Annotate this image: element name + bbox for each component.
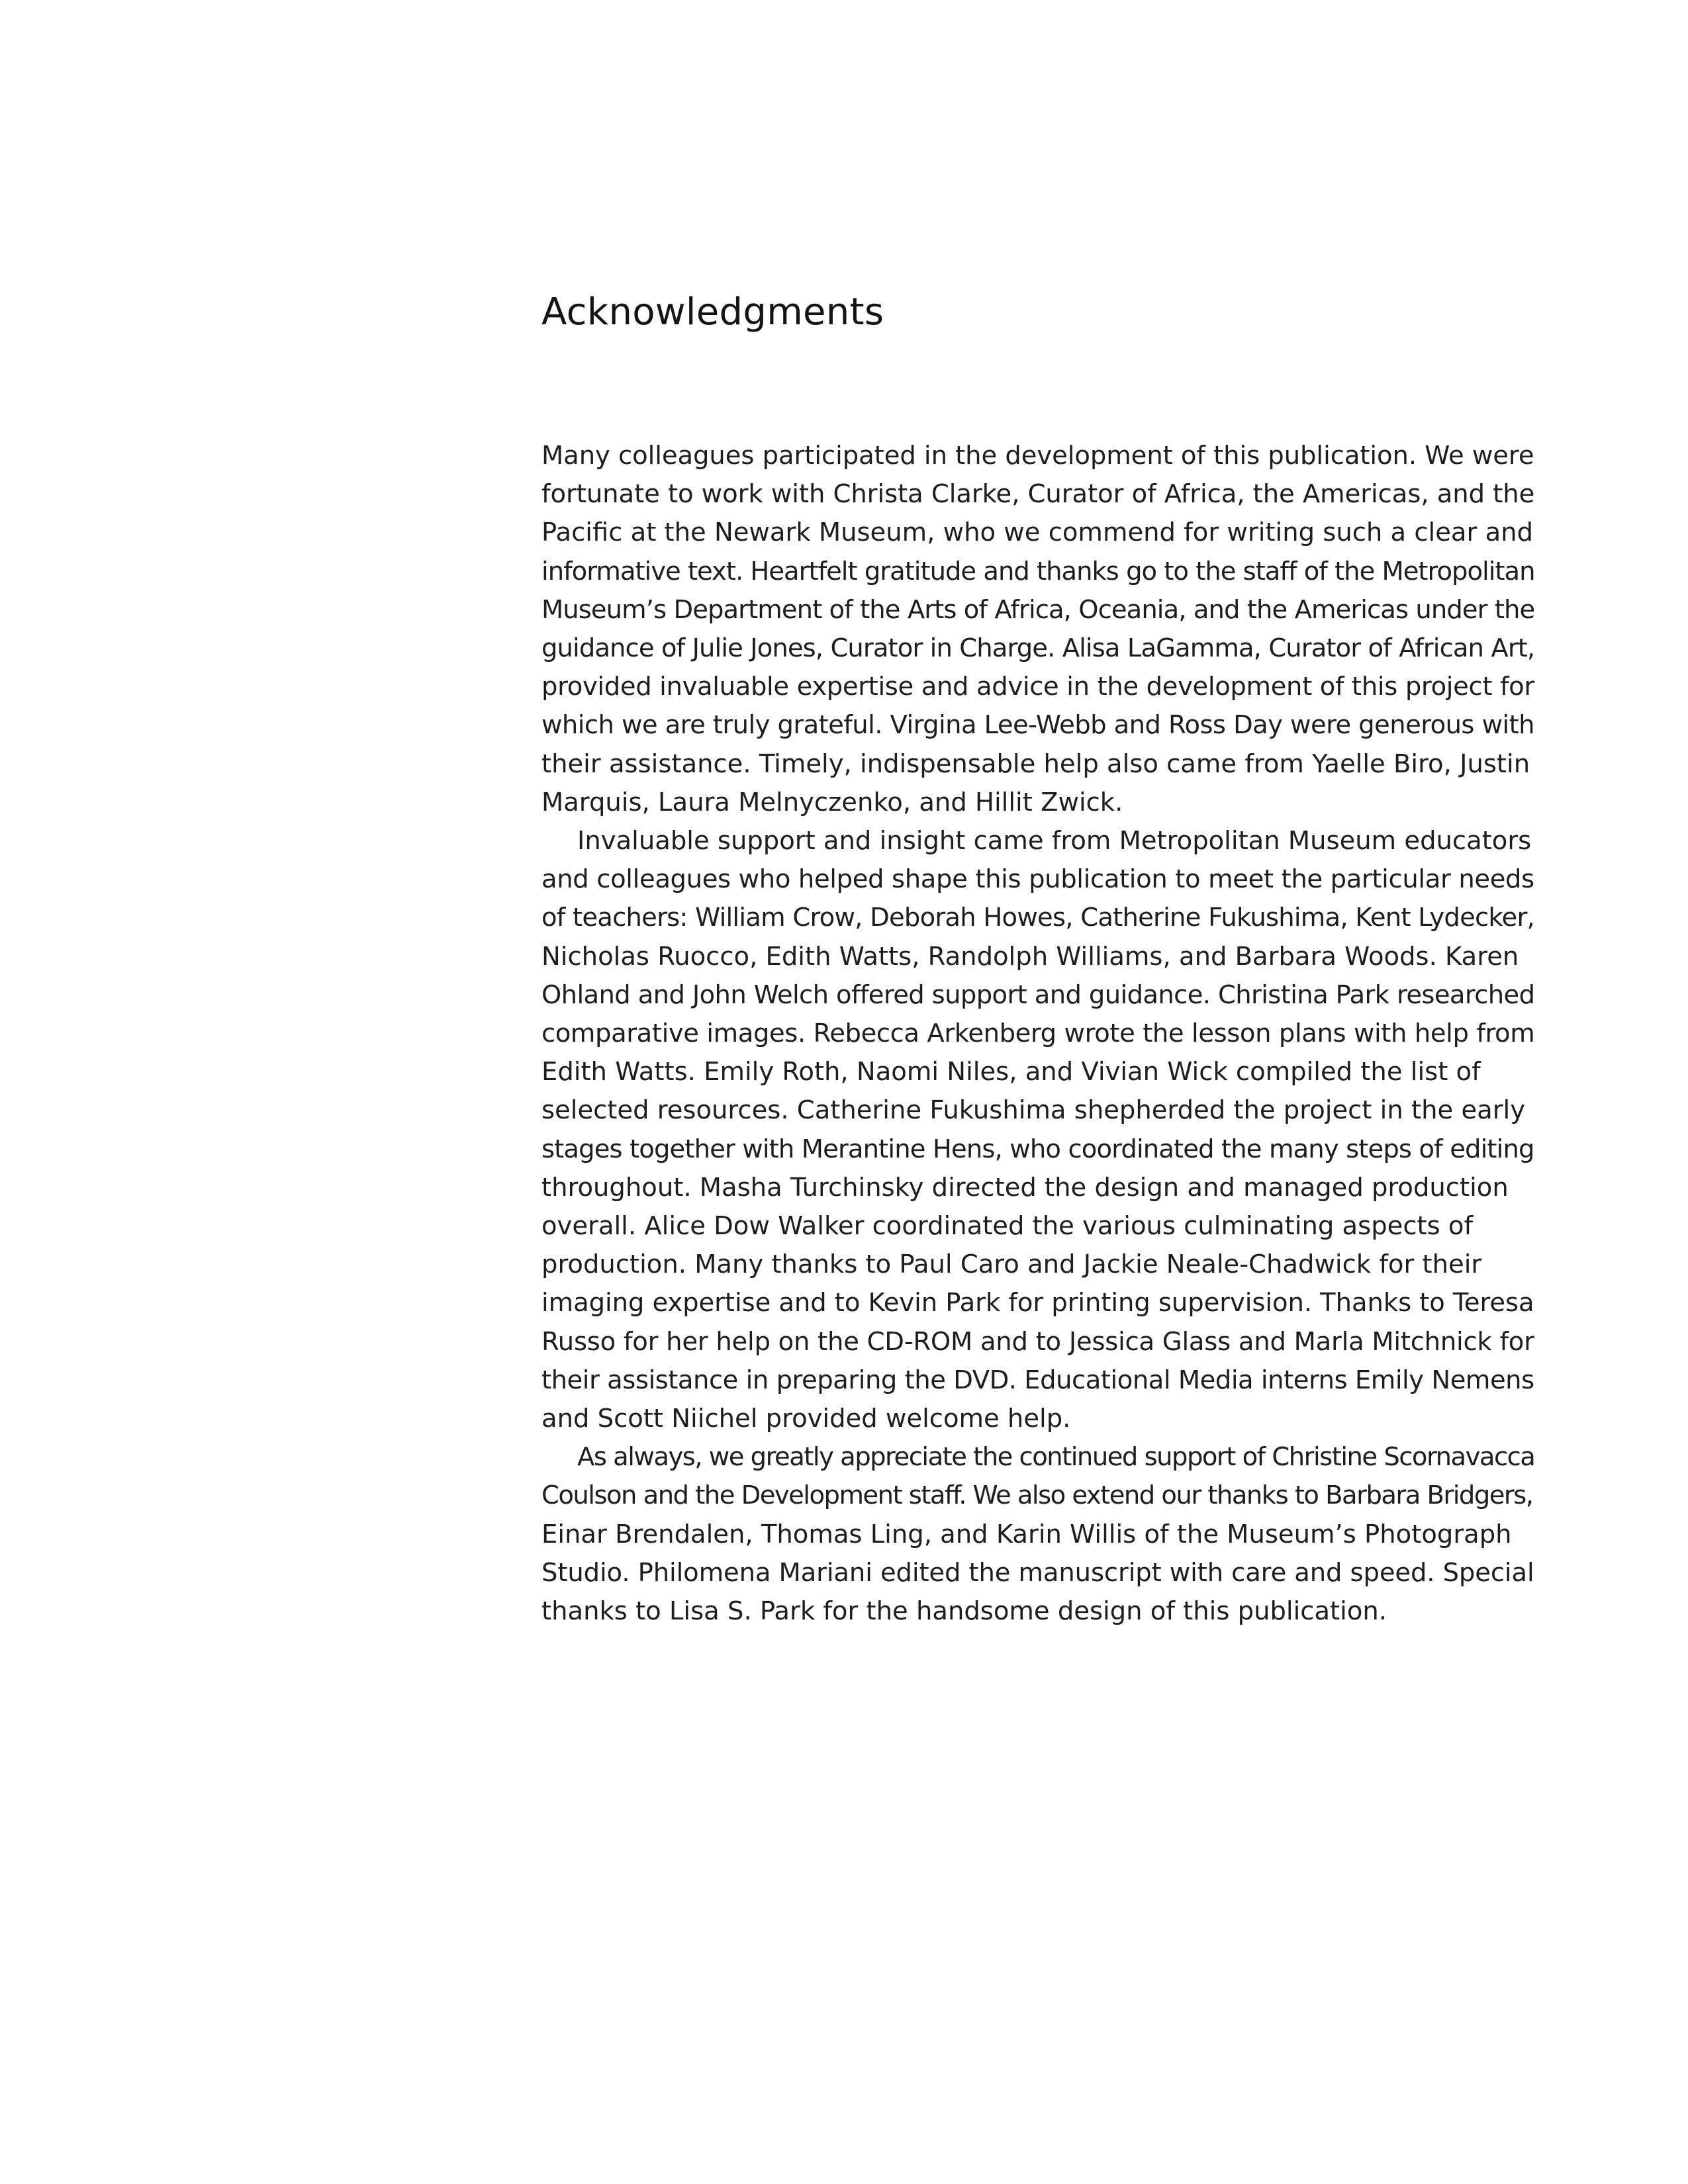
text-line: comparative images. Rebecca Arkenberg wrote the lesson plans with help from: [541, 1019, 1535, 1049]
text-line: Pacific at the Newark Museum, who we commend for writing such a clear and: [541, 518, 1534, 548]
text-line: thanks to Lisa S. Park for the handsome design of this publication.: [541, 1596, 1387, 1627]
text-line: their assistance. Timely, indispensable help also came from Yaelle Biro, Justin: [541, 749, 1530, 779]
acknowledgments-body: [541, 437, 1535, 1631]
text-line: which we are truly grateful. Virgina Lee-Webb and Ross Day were generous with: [541, 710, 1534, 741]
text-line: imaging expertise and to Kevin Park for printing supervision. Thanks to Teresa: [541, 1288, 1534, 1318]
text-line: Einar Brendalen, Thomas Ling, and Karin Willis of the Museum’s Photograph: [541, 1519, 1512, 1549]
text-line: throughout. Masha Turchinsky directed the design and managed production: [541, 1172, 1509, 1203]
text-line: Ohland and John Welch offered support and guidance. Christina Park researched: [541, 979, 1535, 1010]
text-line: their assistance in preparing the DVD. Educational Media interns Emily Nemens: [541, 1365, 1534, 1395]
text-line: and Scott Niichel provided welcome help.: [541, 1404, 1071, 1434]
text-line: Coulson and the Development staff. We also extend our thanks to Barbara Bridgers,: [541, 1480, 1533, 1511]
text-line: Many colleagues participated in the development of this publication. We were: [541, 441, 1534, 471]
paragraph-first-line: As always, we greatly appreciate the continued support of Christine Scornavacca: [577, 1442, 1535, 1473]
text-line: Studio. Philomena Mariani edited the manuscript with care and speed. Special: [541, 1557, 1534, 1588]
text-line: overall. Alice Dow Walker coordinated the various culminating aspects of: [541, 1211, 1473, 1242]
text-line: informative text. Heartfelt gratitude and thanks go to the staff of the Metropolitan: [541, 556, 1535, 586]
text-line: fortunate to work with Christa Clarke, Curator of Africa, the Americas, and the: [541, 479, 1535, 510]
page-title: Acknowledgments: [541, 291, 884, 334]
text-line: stages together with Merantine Hens, who coordinated the many steps of editing: [541, 1134, 1534, 1164]
text-line: Marquis, Laura Melnyczenko, and Hillit Zwick.: [541, 787, 1123, 817]
text-line: of teachers: William Crow, Deborah Howes, Catherine Fukushima, Kent Lydecker,: [541, 903, 1535, 933]
text-line: provided invaluable expertise and advice in the development of this project for: [541, 672, 1534, 702]
text-line: Edith Watts. Emily Roth, Naomi Niles, and Vivian Wick compiled the list of: [541, 1057, 1481, 1087]
text-line: and colleagues who helped shape this publication to meet the particular needs: [541, 864, 1534, 895]
text-line: production. Many thanks to Paul Caro and Jackie Neale-Chadwick for their: [541, 1250, 1482, 1280]
text-line: Museum’s Department of the Arts of Africa, Oceania, and the Americas under the: [541, 594, 1535, 625]
text-line: selected resources. Catherine Fukushima shepherded the project in the early: [541, 1095, 1526, 1126]
text-line: Nicholas Ruocco, Edith Watts, Randolph Williams, and Barbara Woods. Karen: [541, 941, 1519, 972]
text-line: guidance of Julie Jones, Curator in Charge. Alisa LaGamma, Curator of African Art,: [541, 633, 1535, 664]
text-line: Russo for her help on the CD-ROM and to Jessica Glass and Marla Mitchnick for: [541, 1326, 1534, 1357]
paragraph-first-line: Invaluable support and insight came from Metropolitan Museum educators: [577, 826, 1532, 856]
